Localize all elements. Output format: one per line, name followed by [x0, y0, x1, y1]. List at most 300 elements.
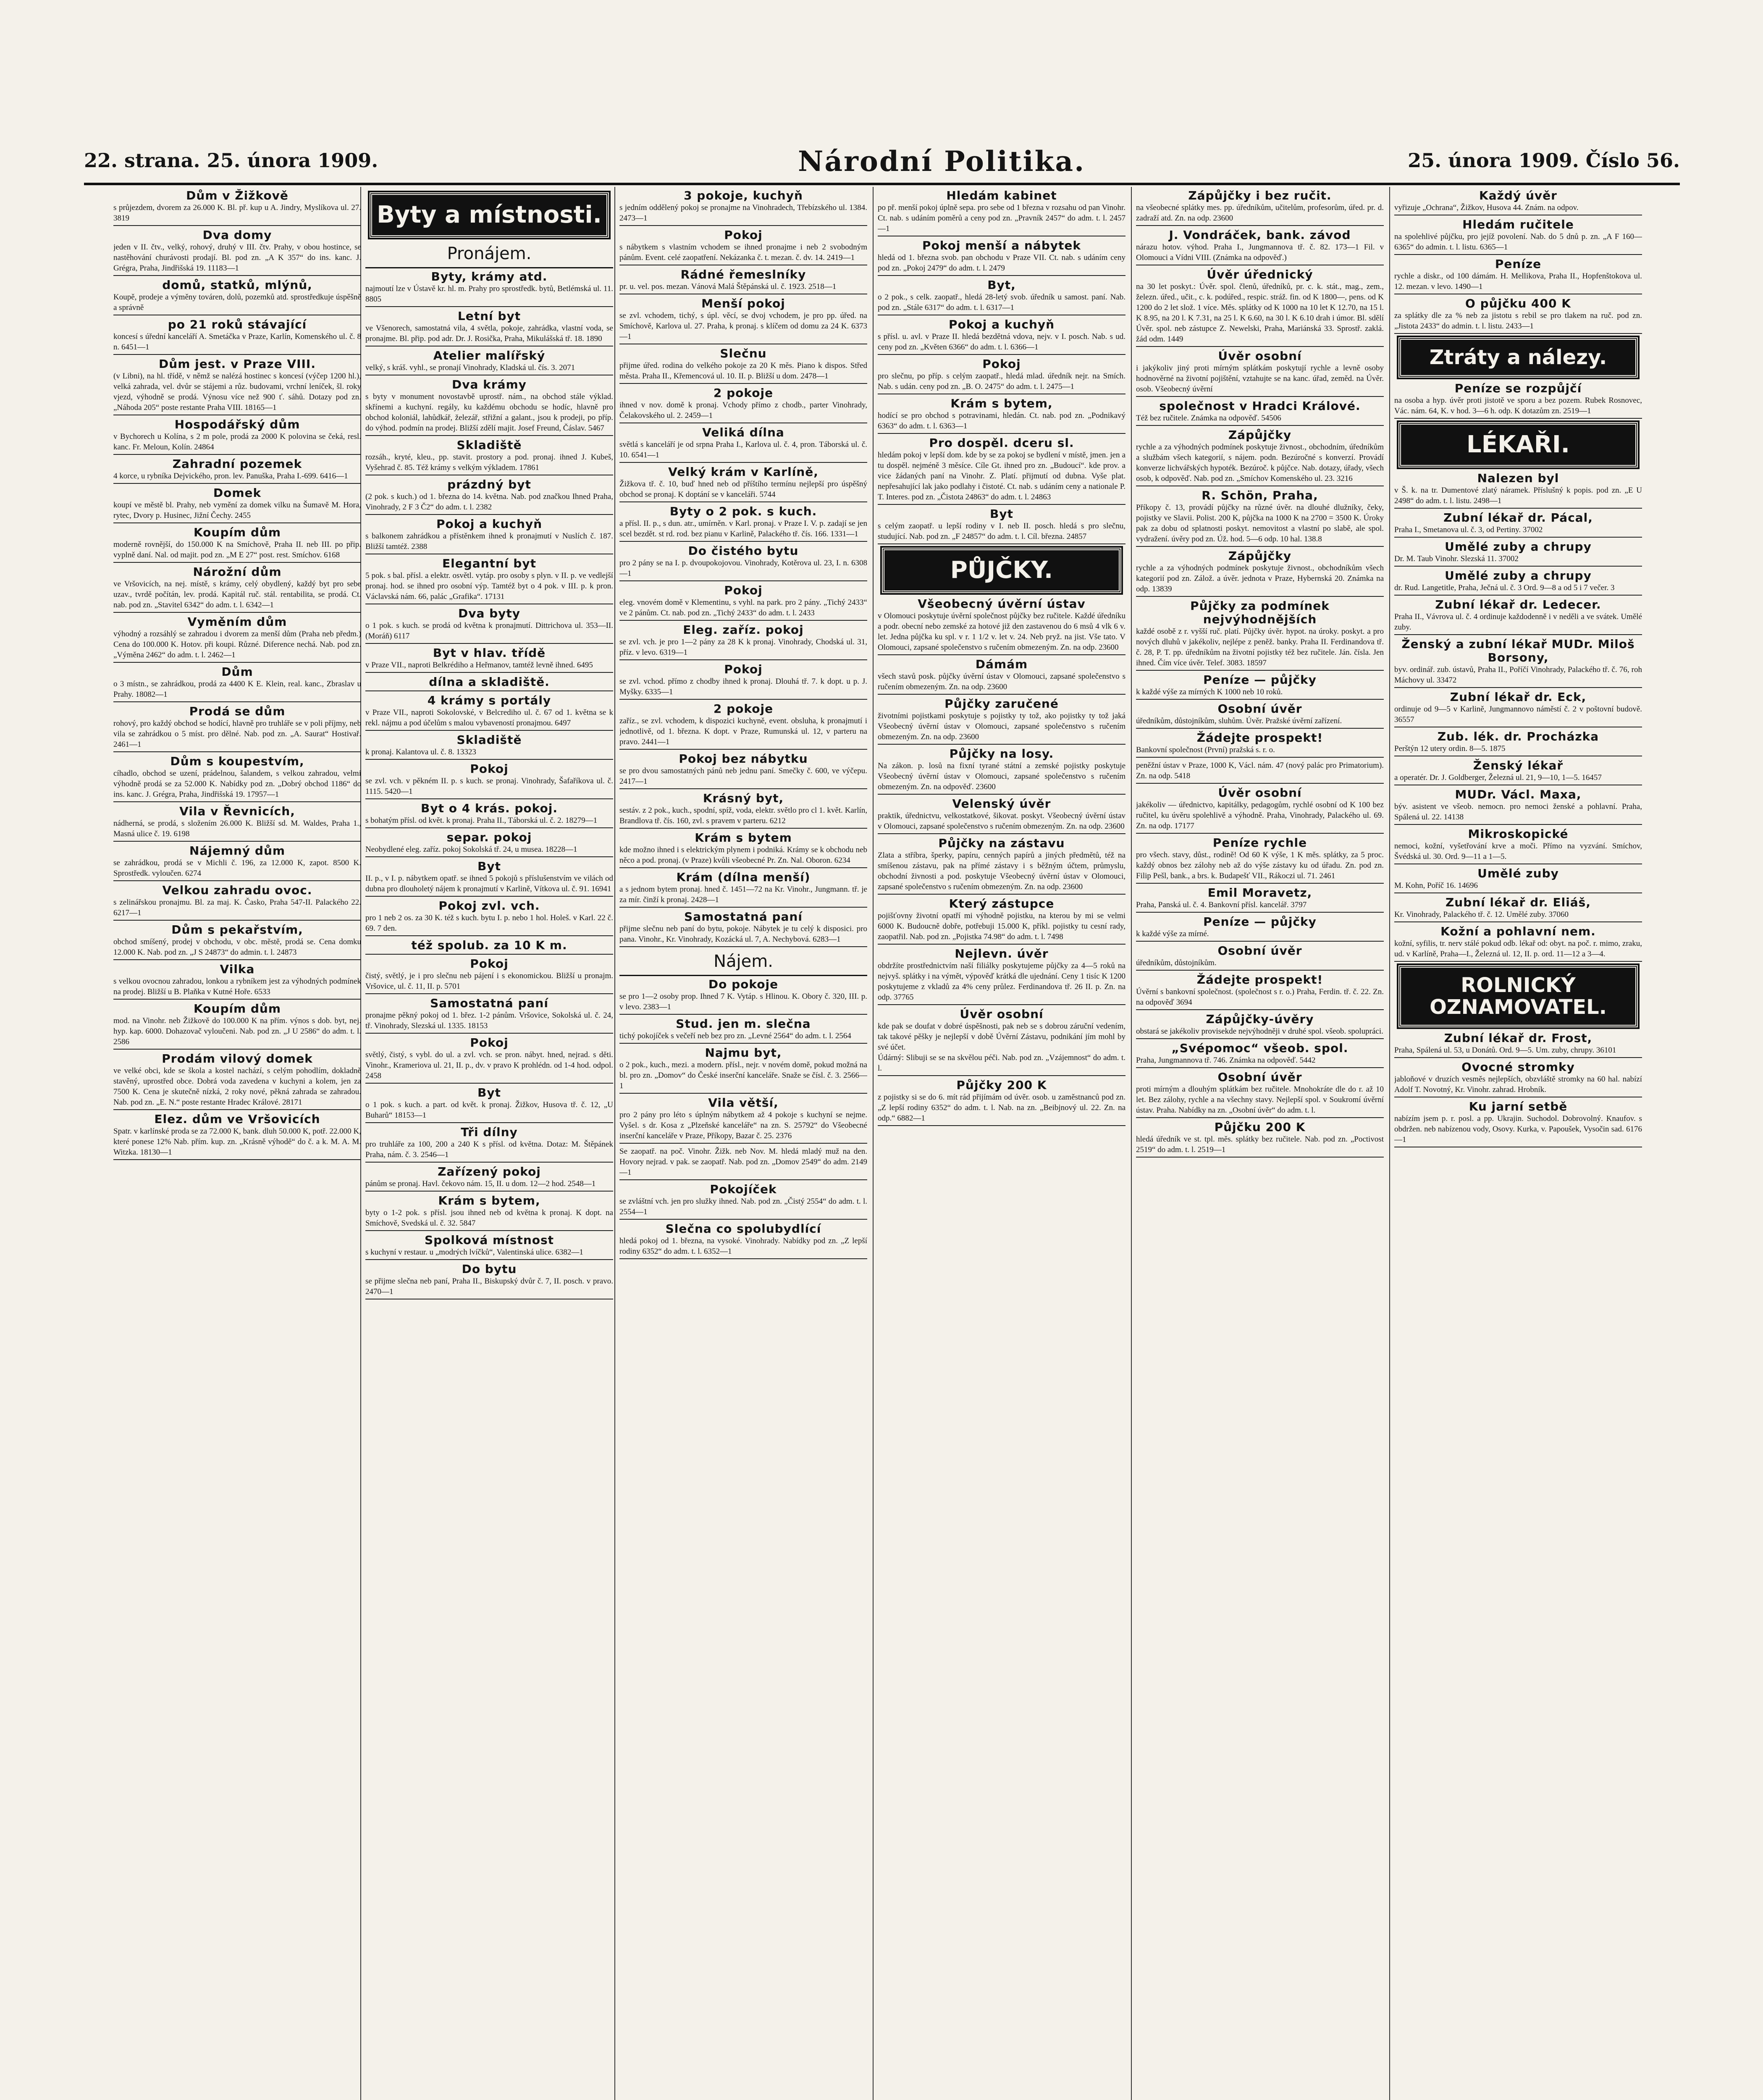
- ad-text: koncesí s úřední kanceláří A. Smetáčka v Praze, Karlín, Komenského ul. č. 8 n. 6451—1: [113, 332, 361, 352]
- ad-heading: Všeobecný úvěrní ústav: [918, 597, 1086, 611]
- ad-text: na osoba a hyp. úvěr proti jistotě ve sporu a bez pozem. Rubek Rosnovec, Vác. nám. 64, K. v hod. 3—6 h. odp. K dotazům zn. 2519—1: [1394, 396, 1642, 415]
- ad-text: i jakýkoliv jiný proti mírným splátkám poskytují rychle a levně osoby hodnověrné na životní pojištění, vztahujte se na kanc. úřad, zeměd. na Úvěr. osob. Všeobecný úvěrní: [1136, 364, 1384, 394]
- column-3: [619, 189, 867, 2100]
- ad-text: přijme úřed. rodina do velkého pokoje za 20 K měs. Piano k dispos. Střed města. Praha II., Křemencová ul. 10. II. p. Bližší u dom. 2478—1: [619, 361, 867, 381]
- ad-heading: Byt: [477, 1086, 501, 1100]
- classified-ad: [619, 831, 867, 868]
- classified-ad: [365, 957, 613, 994]
- ad-text: úředníkům, důstojníkům.: [1136, 958, 1217, 967]
- classified-ad: [619, 297, 867, 344]
- ad-heading: Ovocné stromky: [1461, 1060, 1575, 1074]
- ad-heading: Byty o 2 pok. s kuch.: [669, 504, 817, 518]
- ad-text: Koupě, prodeje a výměny továren, dolů, pozemků atd. sprostředkuje úspěšně a správně: [113, 293, 361, 312]
- classified-ad: [619, 465, 867, 502]
- column-rule: [873, 187, 874, 2100]
- ad-text: s velkou ovocnou zahradou, lonkou a rybníkem jest za výhodných podmínek na prodej. Bližší u B. Plaňka v Kutné Hoře. 6533: [113, 977, 361, 996]
- ad-text: s jedním oddělený pokoj se pronajme na Vinohradech, Třebízského ul. 1384. 2473—1: [619, 203, 867, 223]
- classified-ad: [619, 1096, 867, 1144]
- ad-text: a operatér. Dr. J. Goldberger, Železná ul. 21, 9—10, 1—5. 16457: [1394, 773, 1602, 782]
- ad-heading: Byt v hlav. třídě: [433, 646, 546, 660]
- ad-heading: Stud. jen m. slečna: [676, 1017, 811, 1031]
- ad-text: o 2 pok., kuch., mezi. a modern. přísl., nejr. v novém domě, pokud možná na bl. pro zn. „Domov“ do České inserční kanceláře. Snaže se čísl. č. 3. 2566—1: [619, 1060, 867, 1090]
- classified-ad: [619, 1222, 867, 1259]
- ad-text: Neobydlené eleg. zaříz. pokoj Sokolská tř. 24, u musea. 18228—1: [365, 845, 577, 854]
- classified-ad: [1136, 1121, 1384, 1158]
- ad-text: úředníkům, důstojníkům, sluhům. Úvěr. Pražské úvěrní zařízení.: [1136, 717, 1342, 725]
- ad-heading: Zápůjčky i bez ručit.: [1188, 189, 1332, 202]
- ad-heading: Prodám vilový domek: [162, 1052, 313, 1066]
- ad-heading: Dva byty: [458, 606, 521, 620]
- ad-text: všech stavů posk. půjčky úvěrní ústav v Olomouci, zapsané společenstvo s ručením obmezeným. Zn. na odp. 23600: [878, 672, 1125, 691]
- section-subhead-pronajem: Pronájem.: [365, 242, 613, 268]
- ad-text: Praha, Panská ul. č. 4. Bankovní přísl. kancelář. 3797: [1136, 900, 1307, 909]
- ad-heading: Zařízený pokoj: [438, 1165, 541, 1179]
- ad-text: Žižkova tř. č. 10, buď hned neb od příštího termínu nejlepší pro úspěšný obchod se pronaj. K doptání se v kanceláři. 5744: [619, 480, 867, 499]
- ad-heading: Dva domy: [202, 228, 272, 242]
- ad-text: pro 2 pány se na I. p. dvoupokojovou. Vinohrady, Kotěrova ul. 23, I. n. 6308—1: [619, 559, 867, 578]
- ad-text: nemoci, kožní, vyšetřování krve a moči. Přímo na vyzvání. Smíchov, Švédská ul. 30. Ord. 9—11 a 1—5.: [1394, 842, 1642, 861]
- classified-ad: [113, 1052, 361, 1110]
- classified-ad: [878, 747, 1125, 795]
- ad-heading: Nalezen byl: [1477, 471, 1559, 485]
- classified-ad: [1394, 569, 1642, 596]
- classified-ad: [113, 357, 361, 415]
- ad-heading: 2 pokoje: [713, 702, 774, 716]
- ad-heading: Do čistého bytu: [688, 544, 799, 558]
- ad-heading: po 21 roků stávající: [168, 318, 307, 331]
- ad-text: rohový, pro každý obchod se hodící, hlavně pro truhláře se v poli příjmy, neb vila se zahrádkou o 5 míst. pro dělné. Nab. pod zn. „A. Saurat“ Hostivař. 2461—1: [113, 719, 361, 749]
- ad-heading: Velenský úvěr: [952, 797, 1051, 811]
- ad-text: velký, s kráš. vyhl., se pronají Vinohrady, Kladská ul. čís. 3. 2071: [365, 363, 575, 372]
- ad-heading: Zub. lék. dr. Procházka: [1437, 730, 1599, 743]
- ad-text: se pro dvou samostatných pánů neb jednu paní. Smečky č. 600, ve výčepu. 2417—1: [619, 766, 867, 786]
- ad-text: k každé výše za mírné.: [1136, 929, 1209, 938]
- ad-heading: Půjčky za podmínek nejvýhodnějších: [1190, 599, 1330, 626]
- ad-text: jeden v II. čtv., velký, rohový, druhý v III. čtv. Prahy, v obou hostince, se nastěhování churávosti prodají. Bl. pod zn. „A K 357“ do ins. kanc. J. Grégra, Praha, Jindřišská 19. 11183—1: [113, 243, 361, 273]
- classified-ad: [619, 347, 867, 384]
- ad-heading: Pokoj zvl. vch.: [438, 899, 540, 913]
- classified-ad: [619, 228, 867, 265]
- ad-text: se pro 1—2 osoby prop. Ihned 7 K. Vytáp. s Hlinou. K. Obory č. 320, III. p. v levo. 2383—1: [619, 992, 867, 1011]
- classified-ad: [878, 239, 1125, 276]
- classified-ad: [619, 871, 867, 908]
- ad-text: Též bez ručitele. Známka na odpověď. 54506: [1136, 414, 1281, 423]
- classified-ad: [878, 697, 1125, 745]
- column-5-ads: [1136, 189, 1384, 1158]
- classified-ad: [365, 438, 613, 475]
- ad-text: proti mírným a dlouhým splátkám bez ručitele. Mnohokráte dle do r. až 10 let. Bez zálohy, rychle a na všechny stavy. Nejlepší spol. v Soukromí úvěrní ústav. Praha. Nabídky na zn. „Osobní úvěr“ do adm. t. l.: [1136, 1085, 1384, 1115]
- classified-ad: [619, 910, 867, 947]
- ad-heading: Ženský lékař: [1473, 759, 1564, 772]
- classified-ad: [113, 923, 361, 960]
- ad-text: hledá pokoj od 1. března, na vysoké. Vinohrady. Nabídky pod zn. „Z lepší rodiny 6352“ do adm. t. l. 6352—1: [619, 1236, 867, 1256]
- classified-ad: [878, 189, 1125, 236]
- ad-text: ordinuje od 9—5 v Karlině, Jungmannovo náměstí č. 2 v poštovní budově. 36557: [1394, 705, 1642, 724]
- classified-ad: [878, 947, 1125, 1005]
- ad-heading: Letní byt: [457, 309, 521, 323]
- ad-heading: Pokoj: [724, 228, 763, 242]
- ad-text: na všeobecné splátky mes. pp. úředníkům, učitelům, profesorům, úřed. pr. d. zadraží atd. Zn. na odp. 23600: [1136, 203, 1384, 223]
- ad-text: najmoutí lze v Ústavě kr. hl. m. Prahy pro sprostředk. bytů, Betlémská ul. 11. 8805: [365, 284, 613, 304]
- ad-heading: Úvěr osobní: [1218, 786, 1302, 800]
- ad-text: (2 pok. s kuch.) od 1. března do 14. května. Nab. pod značkou Ihned Praha, Vinohrady, 2 F 3 Č2“ do adm. t. l. 2382: [365, 492, 613, 512]
- classified-ad: [1394, 540, 1642, 567]
- classified-ad: [365, 1086, 613, 1123]
- classified-ad: [1136, 489, 1384, 547]
- ad-text: eleg. vnovém domě v Klementinu, s vyhl. na park. pro 2 pány. „Tichý 2433“ ve 2 pánům. Ct. nab. pod zn. „Tichý 2433“ do adm. t. l. 2433: [619, 598, 867, 617]
- ad-heading: Zubní lékař dr. Pácal,: [1443, 511, 1593, 525]
- ad-heading: Krám s bytem,: [438, 1194, 540, 1208]
- ad-text: Praha, Jungmannova tř. 746. Známka na odpověď. 5442: [1136, 1056, 1316, 1065]
- classified-ad: [1394, 1060, 1642, 1097]
- classified-ad: [1394, 867, 1642, 893]
- newspaper-title: Národní Politika.: [798, 145, 1086, 178]
- ad-heading: Krám s bytem: [695, 831, 792, 845]
- ad-heading: Každý úvěr: [1479, 189, 1557, 202]
- ad-text: tichý pokojíček s večeří neb bez pro zn. „Levné 2564“ do adm. t. l. 2564: [619, 1032, 851, 1040]
- classified-ad: [365, 1234, 613, 1260]
- ad-heading: Pokoj: [982, 357, 1021, 371]
- classified-ad: [619, 978, 867, 1015]
- ad-heading: Vila v Řevnicích,: [179, 804, 295, 818]
- classified-ad: [365, 517, 613, 554]
- classified-ad: [1394, 788, 1642, 825]
- classified-ad: [1136, 886, 1384, 913]
- ad-text: o 1 pok. s kuch. a part. od květ. k pronaj. Žižkov, Husova tř. č. 12, „U Buharů“ 18153—1: [365, 1100, 613, 1120]
- classified-ad: [619, 1183, 867, 1220]
- ad-heading: Do bytu: [462, 1262, 517, 1276]
- ad-heading: Osobní úvěr: [1217, 1070, 1302, 1084]
- ad-text: 5 pok. s bal. přísl. a elektr. osvětl. vytáp. pro osoby s plyn. v II. p. ve vedlejší pronaj. hod. se ihned pro osobní výp. Tamtéž byt o 4 pok. v III. p. k pron. Václavská nám. 66, palác „Grafika“. 17131: [365, 571, 613, 601]
- classified-ad: [113, 805, 361, 842]
- ad-heading: Pokoj: [724, 583, 763, 597]
- classified-ad: [619, 663, 867, 700]
- classified-ad: [878, 507, 1125, 544]
- ad-text: v Š. k. na tr. Dumentové zlatý náramek. Příslušný k popis. pod zn. „E U 2498“ do adm. t. l. listu. 2498—1: [1394, 486, 1642, 505]
- ad-text: se zvl. vchodem, tichý, s úpl. věcí, se dvoj vchodem, je pro pp. úřed. na Smíchově, Karlova ul. 27. Praha, k pronaj. s klíčem od domu za 24 K. 6373—1: [619, 311, 867, 341]
- ad-text: pojišťovny životní opatří mi výhodně pojistku, na kterou by mi se velmi 6000 K. Budoucně dobře, potřebuji 15.000 K, příkl. pojistky tu cesní rady, zaopatřil. Nab. pod zn. „Pojistka 74.98“ do adm. t. l. 7498: [878, 911, 1125, 941]
- classified-ad: [1136, 1013, 1384, 1039]
- ad-heading: Peníze — půjčky: [1203, 915, 1317, 929]
- ad-heading: Peníze — půjčky: [1203, 673, 1317, 687]
- classified-ad: [1136, 760, 1384, 784]
- ad-text: kde pak se doufat v dobré úspěšnosti, pak neb se s dobrou záruční vedením, tak takové pěšky je nejlepší v době Úvěrní Zástavu, podnikání jím mohl by své účet.: [878, 1022, 1125, 1052]
- classified-ad: [1394, 759, 1642, 785]
- ad-text: se zvl. vch. je pro 1—2 pány za 28 K k pronaj. Vinohrady, Chodská ul. 31, příz. v levo. 6319—1: [619, 638, 867, 657]
- ad-text: obdržíte prostřednictvím naší filiálky poskytujeme půjčky za 4—5 roků na nejvyš. splátky i na výmět, výpověď krátká dle ujednání. Ceny 1 tisíc K 1200 poskytujeme z vkladů za 4% ceny průlez. Ferdinandova tř. 26 II. p. Zn. na odp. 37765: [878, 961, 1125, 1002]
- ad-text: Praha, Spálená ul. 53, u Donátů. Ord. 9—5. Um. zuby, chrupy. 36101: [1394, 1046, 1616, 1055]
- ad-heading: Zubní lékař dr. Ledecer.: [1435, 598, 1601, 612]
- ad-heading: Pokoj bez nábytku: [679, 752, 808, 766]
- classified-ad: [878, 1008, 1125, 1076]
- ad-text: Praha II., Vávrova ul. č. 4 ordinuje každodenně i v neděli a ve svátek. Umělé zuby.: [1394, 612, 1642, 632]
- classified-ad: [878, 837, 1125, 895]
- ad-heading: Zubní lékař dr. Eck,: [1450, 690, 1587, 704]
- ad-text: se zvláštní vch. jen pro služky ihned. Nab. pod zn. „Čistý 2554“ do adm. t. l. 2554—1: [619, 1197, 867, 1216]
- ad-heading: 4 krámy s portály: [427, 693, 551, 707]
- classified-ad: [619, 189, 867, 226]
- classified-ad: [1394, 896, 1642, 922]
- classified-ad: [1136, 228, 1384, 265]
- ad-heading: MUDr. Václ. Maxa,: [1455, 788, 1582, 801]
- ad-heading: Pokoj: [470, 957, 509, 971]
- ad-heading: Který zástupce: [949, 897, 1055, 911]
- ad-heading: Do pokoje: [708, 977, 779, 991]
- ad-heading: domů, statků, mlýnů,: [162, 278, 312, 292]
- classified-ad: [1394, 382, 1642, 419]
- ad-text: o 1 pok. s kuch. se prodá od května k pronajmutí. Dittrichova ul. 353—II. (Moráň) 6117: [365, 621, 613, 640]
- classified-ad: [619, 1146, 867, 1180]
- ad-text: Spatr. v karlínské proda se za 72.000 K, bank. dluh 50.000 K, potř. 22.000 K, které ponese 12% Nab. přím. kup. zn. „Krásně výhodě“ do č. a k. M. A. M. Witzka. 18130—1: [113, 1127, 361, 1157]
- ad-heading: Eleg. zaříz. pokoj: [683, 623, 804, 637]
- classified-ad: [1136, 189, 1384, 226]
- ad-text: čistý, světlý, je i pro slečnu neb pájení i s ekonomickou. Bližší u pronajm. Vršovice, ul. č. 11, II. p. 5701: [365, 971, 613, 991]
- classified-ad: [365, 349, 613, 375]
- ad-heading: Pokoj a kuchyň: [436, 517, 543, 531]
- ad-text: po př. menší pokoj úplně sepa. pro sebe od 1 března v rozsahu od pan Vinohr. Ct. nab. s udáním poměrů a ceny pod zn. „Pravník 2457“ do adm. t. l. 2457—1: [878, 203, 1125, 233]
- ad-text: a přísl. II. p., s dun. atr., umírněn. v Karl. pronaj. v Praze I. V. p. zadají se jen scel bezdět. st rd. rod. bez pianu v Karlině, Palackého tř. čís. 166. 1331—1: [619, 519, 867, 538]
- classified-ad: [1136, 549, 1384, 597]
- classified-ad: [619, 544, 867, 581]
- ad-text: kožní, syfilis, tr. nerv stálé pokud odb. lékař od: obyt. na poč. r. mimo, zraku, ud. v Karlíně, Praha—I., Železná ul. 12, II. p. ord. 11—12 a 3—4.: [1394, 939, 1642, 958]
- ad-text: v Praze VII., naproti Sokolovské, v Belcrediho ul. č. 67 od 1. května se k rekl. nájmu a pod účelům s malou vybaveností pronajmou. 6497: [365, 708, 613, 727]
- classified-ad: [365, 378, 613, 436]
- classified-ad: [113, 565, 361, 613]
- ad-text: za splátky dle za % neb za jistotu s rebil se pro tlakem na ruč. pod zn. „Jistota 2433“ do admin. t. l. listu. 2433—1: [1394, 311, 1642, 331]
- ad-heading: Dům v Žižkově: [186, 189, 289, 202]
- ad-text: byty o 1-2 pok. s přísl. jsou ihned neb od května k pronaj. K dopt. na Smíchově, Svedská ul. č. 32. 5847: [365, 1208, 613, 1228]
- ad-heading: Žádejte prospekt!: [1196, 973, 1323, 987]
- ad-text: na 30 let poskyt.: Úvěr. spol. členů, úředníků, pr. c. k. stát., mag., zem., železn. úřed., učit., c. k. podúřed., respic. stráž. fin. od K 1800—, pens. od K 1200 do 2 let slož. 1 více. Měs. splátky od K 1000 na 10 let K 12.70, na 15 l. K 8.95, na 20 l. K 7.31, na 25 l. K 6.60, na 30 l. K 6.10 drah i úmor. Bl. sdělí Úvěr. spol. neb zástupce Z. Newelski, Praha, Mariánská 33. Sprostř. zaklá. žád odm. 1449: [1136, 282, 1384, 344]
- ad-text: cíhadlo, obchod se uzení, prádelnou, šalandem, s velkou zahradou, velmi výhodně prodá se za 52.000 K. Nabídky pod zn. „Dobrý obchod 1186“ do ins. kanc. J. Grégra, Praha, Jindřišská 19. 17957—1: [113, 769, 361, 799]
- classified-ad: [619, 792, 867, 829]
- ad-text: praktik, úřednictvu, velkostatkové, šikovat. poskyt. Všeobecný úvěrní ústav v Olomouci, zapsané společenstvo s ručením obmezeným. Zn. na odp. 23600: [878, 811, 1125, 831]
- ad-text: hledá úředník ve st. tpl. měs. splátky bez ručitele. Nab. pod zn. „Poctivost 2519“ do adm. t. l. 2519—1: [1136, 1135, 1384, 1154]
- ad-text: pronajme pěkný pokoj od 1. břez. 1-2 pánům. Vršovice, Sokolská ul. č. 24, tř. Vinohrady, Slezská ul. 1335. 18153: [365, 1011, 613, 1030]
- ad-heading: Hledám kabinet: [946, 189, 1057, 202]
- ad-text: hledá od 1. března svob. pan obchodu v Praze VII. Ct. nab. s udáním ceny pod zn. „Pokoj 2479“ do adm. t. l. 2479: [878, 253, 1125, 273]
- ad-text: hledám pokoj v lepší dom. kde by se za pokoj se bydlení v místě, jmen. jen a tu dospěl. nejméně 3 měsíce. Cíle Gt. ihned pro zn. „Budoucí“. kde prov. a vice žádaných paní na Vinohr. Z. Platí. přijmutí od dubna. Vyše plat. nepřesahující lak jako podlahy i čistoté. Ct. nab. s udáním ceny a nationale P. T. Interes. pod zn. „Čistota 24863“ do adm. t. l. 24863: [878, 451, 1125, 501]
- classified-ad: [1394, 598, 1642, 635]
- ad-text: světlý, čistý, s vybl. do ul. a zvl. vch. se pron. nábyt. hned, nejrad. s děti. Vinohr., Krameriova ul. 21, II. p., dv. v pravo K prohlédn. od 1-4 hod. odpol. 2458: [365, 1050, 613, 1080]
- ad-heading: Úvěr osobní: [960, 1007, 1044, 1021]
- ad-text: s zelinářskou pronajmu. Bl. za maj. K. Časko, Praha 547-II. Palackého 22. 6217—1: [113, 898, 361, 917]
- classified-ad: [619, 1017, 867, 1044]
- column-1: [113, 189, 361, 2100]
- ad-heading: Prodá se dům: [189, 704, 286, 718]
- classified-ad: [1394, 472, 1642, 509]
- ad-text: obstará se jakékoliv provisekde nejvýhodněji v druhé spol. všeob. spolupráci.: [1136, 1027, 1383, 1036]
- classified-ad: [113, 189, 361, 226]
- classified-ad: [113, 526, 361, 563]
- classified-ad: [365, 675, 613, 691]
- ad-text: pro 1 neb 2 os. za 30 K. též s kuch. bytu I. p. nebo 1 hol. Holeš. v Karl. 22 č. 69. 7 den.: [365, 914, 613, 933]
- classified-ad: [1394, 730, 1642, 756]
- column-4-ads: [878, 189, 1125, 1126]
- classified-ad: [1394, 1032, 1642, 1058]
- ad-heading: Půjčky na zástavu: [938, 836, 1065, 850]
- issue-number: 25. února 1909. Číslo 56.: [1408, 149, 1680, 172]
- ad-heading: Koupím dům: [193, 525, 281, 539]
- ad-heading: Krásný byt,: [703, 791, 784, 805]
- ad-text-extra: Údárný: Slibuji se se na skvělou péči. Nab. pod zn. „Vzájemnost“ do adm. t. l.: [878, 1053, 1125, 1073]
- ad-heading: Menší pokoj: [701, 297, 785, 310]
- section-banner-ztraty: Ztráty a nálezy.: [1398, 337, 1638, 378]
- classified-ad: [1136, 786, 1384, 834]
- ad-heading: Půjčky na losy.: [949, 747, 1054, 761]
- classified-ad: [365, 646, 613, 673]
- ad-text: vyřizuje „Ochrana“, Žižkov, Husova 44. Znám. na odpov.: [1394, 203, 1579, 212]
- ad-heading: Slečnu: [720, 346, 767, 360]
- ad-heading: Byt: [990, 507, 1013, 521]
- ad-text: pr. u. vel. pos. mezan. Vánová Malá Štěpánská ul. č. 1923. 2518—1: [619, 282, 837, 291]
- ad-heading: Žádejte prospekt!: [1196, 731, 1323, 745]
- ad-heading: Elez. dům ve Vršovicích: [154, 1112, 320, 1126]
- ad-heading: Krám s bytem,: [950, 396, 1053, 410]
- ad-heading: Emil Moravetz,: [1207, 886, 1312, 900]
- ad-heading: Vyměním dům: [187, 615, 287, 629]
- ad-text: II. p., v I. p. nábytkem opatř. se ihned 5 pokojů s příslušenstvím ve vilách od dubna pro dlouholetý nájem k pronajmutí v Karlině, Vítkova ul. č. 91. 16941: [365, 874, 613, 893]
- column-rule: [1131, 187, 1132, 2100]
- classified-ad: [1136, 702, 1384, 729]
- classified-ad: [113, 665, 361, 702]
- ad-text: pro všech. stavy, důst., rodině! Od 60 K výše, 1 K měs. splátky, za 5 proc. každý obnos bez zálohy neb až do výše zástavy ku od úřadu. Zn. pod zn. Filip Pešl, bank., a brs. k. Budapešť VII., Rákoczi ul. 71. 2461: [1136, 850, 1384, 880]
- classified-ad: [1136, 399, 1384, 426]
- ad-text: Bankovní společnost (První) pražská s. r. o.: [1136, 746, 1275, 754]
- classified-ad: [113, 755, 361, 802]
- ad-text: zaříz., se zvl. vchodem, k dispozici kuchyně, event. obsluha, k pronajmutí i jednotlivě, od 1. března. K dopt. v Praze, Rumunská ul. 12, v parteru na pravo. 2441—1: [619, 717, 867, 746]
- ad-heading: Rádné řemeslníky: [680, 268, 806, 281]
- ad-heading: Ku jarní setbě: [1469, 1100, 1568, 1113]
- ad-text: rozsáh., kryté, kleu., pp. stavit. prostory a pod. pronaj. ihned J. Kubeš, Vyšehrad č. 85. Též krámy s velkým výkladem. 17861: [365, 453, 613, 472]
- ad-text: pánům se pronaj. Havl. čekovo nám. 15, II. u dom. 12—2 hod. 2548—1: [365, 1179, 596, 1188]
- ad-heading: Ženský a zubní lékař MUDr. Miloš Borsony,: [1401, 637, 1635, 664]
- ad-heading: Zubní lékař dr. Frost,: [1444, 1031, 1592, 1045]
- ad-heading: Půjčku 200 K: [1214, 1120, 1306, 1134]
- ad-text: v Praze VII., naproti Belkrédiho a Heřmanov, tamtéž levně ihned. 6495: [365, 661, 593, 669]
- classified-ad: [878, 357, 1125, 394]
- ad-heading: Najmu byt,: [705, 1046, 782, 1060]
- column-6: [1394, 189, 1642, 2100]
- ad-heading: Pokoj menší a nábytek: [922, 239, 1081, 252]
- ad-text: M. Kohn, Poříč 16. 14696: [1394, 881, 1478, 890]
- classified-ad: [1136, 836, 1384, 884]
- ad-text: Úvěrní s bankovní společnost. (společnost s r. o.) Praha, Ferdin. tř. č. 22. Zn. na odpověď 3694: [1136, 987, 1384, 1007]
- section-banner-byty: Byty a místnosti.: [370, 192, 609, 238]
- ad-text: Zlata a stříbra, šperky, papíru, cenných papírů a jiných předmětů, též na smíšenou zástavu, pak na přímé zástavy i s běžným účtem, průmyslu, obchodní živnosti a pod. poskytuje Všeobecný úvěrní ústav v Olomouci, zapsané společenstvo s ručením obmezeným. Zn. na odp. 23600: [878, 851, 1125, 891]
- ad-heading: 3 pokoje, kuchyň: [684, 189, 803, 202]
- ad-text: pro slečnu, po příp. s celým zaopatř., hledá mlad. úředník nejr. na Smích. Nab. s udán. ceny pod zn. „B. O. 2475“ do adm. t. l. 2475—1: [878, 372, 1125, 391]
- ad-heading: J. Vondráček, bank. závod: [1169, 228, 1351, 242]
- classified-ad: [113, 1113, 361, 1160]
- ad-heading: Mikroskopické: [1468, 827, 1569, 841]
- ad-text: každé osobě z r. vyšší ruč. platí. Půjčky úvěr. hypot. na úroky. poskyt. a pro nových dluhů v jakékoliv, nejlépe z peněž. banky. Praha II. Ferdinandova tř. č. 28, P. T. pp. úředníkům na životní pojistky též bez ručitele. Ján. čísla. Jen ihned. Čím více úvěr. Telef. 3083. 18597: [1136, 627, 1384, 667]
- ad-heading: Peníze rychle: [1212, 836, 1307, 850]
- ad-text: peněžní ústav v Praze, 1000 K, Václ. nám. 47 (nový palác pro Primatorium). Zn. na odp. 5418: [1136, 761, 1384, 780]
- ad-text: rychle a za výhodných podmínek poskytuje živnost., obchodníkům všech kategorií pod zn. Zálož. a úvěr. jednota v Praze, Hybernská 20. Známka na odp. 13839: [1136, 564, 1384, 593]
- section-banner-rolnicky: ROLNICKÝ OZNAMOVATEL.: [1398, 965, 1638, 1027]
- ad-text: Se zaopatř. na poč. Vinohr. Žižk. neb Nov. M. hledá mladý muž na den. Hovory nejrad. v pak. se zaopatř. Nab. pod zn. „Domov 2549“ do adm. 2149—1: [619, 1147, 867, 1177]
- ad-text: z pojistky si se do 6. mít rád přijímám od úvěr. osob. u zaměstnanců pod zn. „Z lepší rodiny 6352“ do adm. t. l. Nab. na zn. „Beibjnový ul. 22. Zn. na odp.“ 6882—1: [878, 1093, 1125, 1123]
- classified-ad: [113, 884, 361, 921]
- ad-text: Příkopy č. 13, provádí půjčky na různé úvěr. na dlouhé dlužníky, čeky, pojistky ve Slavii. Polist. 200 K, půjčka na 1000 K na 2700 = 3500 K. Úroky pak za dobu od splatnosti poskyt. nemovitost a vlastní po slabě, ale spol. vydražení. úvěry pod zn. Úž. hod. 5—6 odp. 10 hal. 138.8: [1136, 503, 1384, 543]
- ad-heading: Velkou zahradu ovoc.: [162, 883, 312, 897]
- classified-ad: [365, 831, 613, 857]
- ad-heading: Zápůjčky: [1228, 428, 1292, 442]
- section-subhead-najem: Nájem.: [619, 950, 867, 976]
- ad-heading: též spolub. za 10 K m.: [411, 938, 567, 952]
- page-date-left: 22. strana. 25. února 1909.: [84, 149, 378, 172]
- classified-ad: [365, 899, 613, 936]
- classified-ad: [878, 597, 1125, 655]
- ad-text: s přísl. u. avl. v Praze II. hledá bezdětná vdova, nejv. v I. posch. Nab. s ud. ceny pod zn. „Květen 6366“ do adm. t. l. 6366—1: [878, 332, 1125, 352]
- classified-ad: [619, 426, 867, 463]
- ad-text: mod. na Vinohr. neb Žižkově do 100.000 K na přím. výnos s dob. byt, nej. hyp. kap. 6000. Dohazovač vyloučeni. Nab. pod zn. „J U 2586“ do adm. t. l. 2586: [113, 1016, 361, 1046]
- classified-ad: [365, 762, 613, 799]
- classified-ad: [1136, 944, 1384, 971]
- ad-heading: Nejlevn. úvěr: [955, 947, 1049, 961]
- ad-heading: Dům: [221, 665, 253, 679]
- ad-heading: Skladiště: [456, 438, 522, 452]
- ad-heading: Tři dílny: [461, 1125, 518, 1139]
- classified-ad: [878, 658, 1125, 695]
- ad-heading: Dva krámy: [452, 378, 527, 391]
- column-2: [365, 189, 613, 2100]
- ad-text: býv. asistent ve všeob. nemocn. pro nemoci ženské a pohlavní. Praha, Spálená ul. 22. 14138: [1394, 802, 1642, 822]
- ad-text: životními pojistkami poskytuje s pojistky ty tož, ako pojistky ty tož jaká Všeobecný úvěrní ústav v Olomouci, zapsané společenstvo s ručením obmezeným. Zn. na odp. 23600: [878, 711, 1125, 741]
- ad-text: koupí ve městě bl. Prahy, neb vymění za domek vilku na Šumavě M. Hora, rytec, Dvory p. Husinec, Jižní Čechy. 2455: [113, 501, 361, 520]
- ad-heading: Půjčky 200 K: [956, 1078, 1047, 1092]
- ad-text: s nábytkem s vlastním vchodem se ihned pronajme i neb 2 svobodným pánům. Event. celé zaopatření. Nekázanka č. t. mezan. č. dv. 14. 2419—1: [619, 243, 867, 262]
- ad-heading: Koupím dům: [193, 1002, 281, 1016]
- classified-ad: [1394, 925, 1642, 962]
- column-6-ads: [1394, 189, 1642, 1147]
- classified-ad: [113, 228, 361, 276]
- ad-text: Na zákon. p. losů na fixní tyrané státní a zemské pojistky poskytuje Všeobecný úvěrní ústav v Olomouci, zapsané společenstvo s ručením obmezeným. Zn. na odpověď. 23600: [878, 761, 1125, 791]
- ad-text: světlá s kanceláří je od srpna Praha I., Karlova ul. č. 4, pron. Táborská ul. č. 10. 6541—1: [619, 440, 867, 459]
- ad-heading: Elegantní byt: [442, 556, 536, 570]
- classified-ad: [365, 694, 613, 731]
- classified-ad: [1136, 1042, 1384, 1068]
- classified-ad: [1136, 915, 1384, 942]
- classified-ad: [365, 997, 613, 1034]
- classified-ad: [365, 478, 613, 515]
- ad-text: s kuchyní v restaur. u „modrých lvíčků“, Valentinská ulice. 6382—1: [365, 1248, 583, 1257]
- ad-text: nabízím jsem p. r. posl. a pp. Ukrajin. Suchodol. Dobrovolný. Knaufov. s obdržen. neb nabízenou vody, Osovy. Kurka, v. Papoušek, Vysočin sad. 6176—1: [1394, 1114, 1642, 1144]
- classified-ad: [619, 386, 867, 423]
- ad-heading: Vilka: [220, 962, 255, 976]
- classified-ad: [365, 802, 613, 828]
- classified-ad: [1136, 428, 1384, 486]
- ad-text: pro 2 pány pro léto s úplným nábytkem až 4 pokoje s kuchyní se nejme. Vyšel. s dr. Kosa z „Plzeňské kanceláře“ na zn. S. 25792“ do Všeobecné inserční kanceláře v Praze, Příkopy, Bazar č. 25. 2376: [619, 1110, 867, 1140]
- ad-heading: Byt o 4 krás. pokoj.: [421, 801, 558, 815]
- ad-text: ve Všenorech, samostatná vila, 4 světla, pokoje, zahrádka, vlastní voda, se pronajme. Bl. přip. pod adr. Dr. J. Rosička, Praha, Mikulášská tř. 18. 1890: [365, 324, 613, 343]
- ad-heading: Pokoj: [470, 1036, 509, 1050]
- classified-ad: [1394, 511, 1642, 538]
- ad-heading: Osobní úvěr: [1217, 944, 1302, 958]
- ad-heading: Kožní a pohlavní nem.: [1440, 924, 1596, 938]
- ad-heading: Dámám: [975, 657, 1028, 671]
- ad-heading: Pokoj: [724, 662, 763, 676]
- ad-text: přijme slečnu neb paní do bytu, pokoje. Nábytek je tu celý k disposici. pro pana. Vinohr., Kr. Vinohrady, Kozácká ul. 7, A. Nechybová. 6283—1: [619, 924, 867, 944]
- classified-ad: [1394, 189, 1642, 215]
- ad-text: s balkonem zahrádkou a přístěnkem ihned k pronajmutí v Nuslích č. 187. Bližší tamtéž. 2388: [365, 532, 613, 551]
- ad-heading: Byty, krámy atd.: [431, 270, 548, 284]
- classified-ad: [1394, 1100, 1642, 1147]
- ad-heading: R. Schön, Praha,: [1202, 488, 1318, 502]
- ad-heading: Zápůjčky-úvěry: [1206, 1012, 1314, 1026]
- ad-heading: O půjčku 400 K: [1465, 297, 1571, 310]
